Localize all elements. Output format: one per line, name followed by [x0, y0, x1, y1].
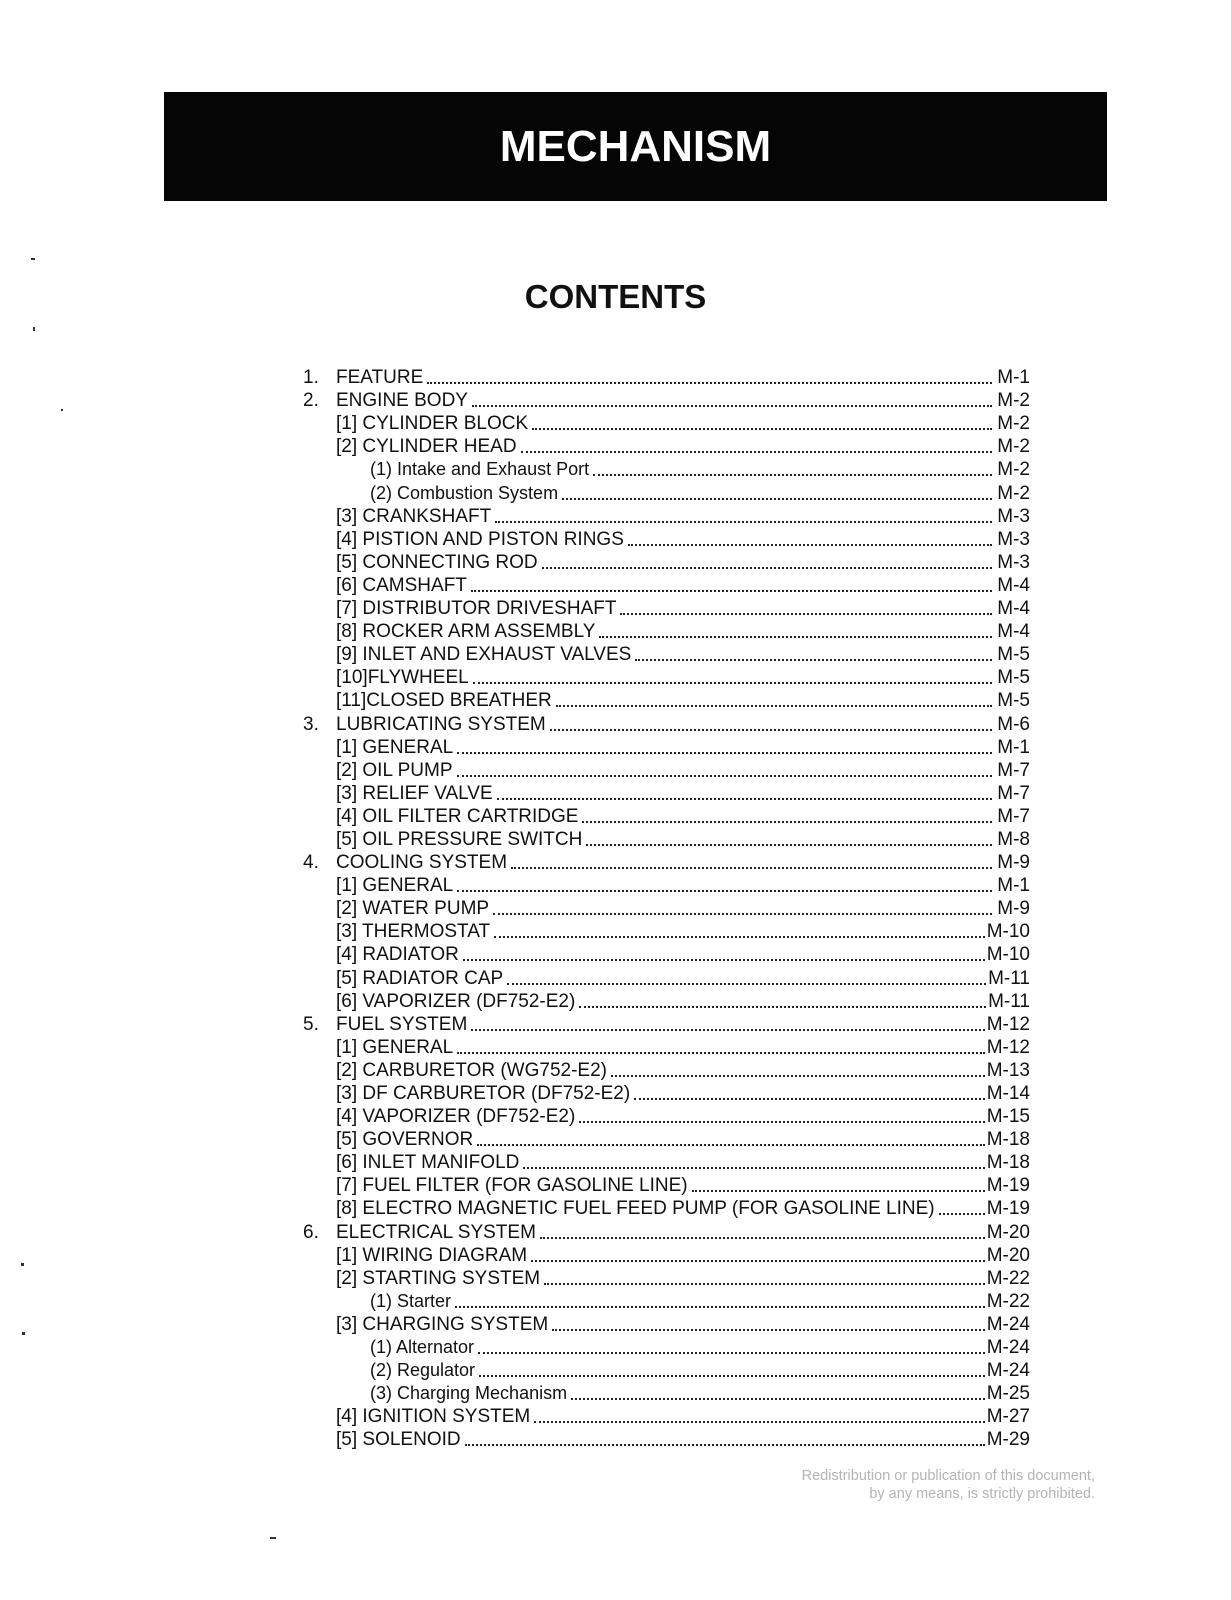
- toc-entry: [303, 458, 1030, 481]
- scan-speck: [61, 409, 63, 411]
- toc-entry: [303, 620, 1030, 643]
- dot-leader: [586, 844, 992, 846]
- toc-entry: [303, 1267, 1030, 1290]
- toc-entry-page: M-9: [997, 852, 1030, 874]
- dot-leader: [497, 798, 992, 800]
- toc-entry: [303, 782, 1030, 805]
- dot-leader: [523, 1167, 984, 1169]
- toc-entry: [303, 1244, 1030, 1267]
- dot-leader: [562, 498, 992, 500]
- toc-entry-page: M-19: [986, 1198, 1030, 1220]
- toc-entry-label: ENGINE BODY: [336, 390, 468, 412]
- toc-entry: [303, 851, 1030, 874]
- toc-entry-page: M-7: [997, 805, 1030, 827]
- toc-entry-page: M-3: [997, 528, 1030, 550]
- toc-entry: [303, 1105, 1030, 1128]
- toc-entry-label: [7] FUEL FILTER (FOR GASOLINE LINE): [336, 1175, 688, 1197]
- toc-entry-label: [1] WIRING DIAGRAM: [336, 1244, 528, 1266]
- toc-entry: [303, 990, 1030, 1013]
- dot-leader: [692, 1190, 985, 1192]
- toc-entry-page: M-3: [997, 551, 1030, 573]
- toc-entry-label: [4] VAPORIZER (DF752-E2): [336, 1106, 576, 1128]
- toc-entry: [303, 666, 1030, 689]
- dot-leader: [478, 1352, 985, 1354]
- dot-leader: [571, 1398, 985, 1400]
- dot-leader: [472, 405, 992, 407]
- dot-leader: [579, 1121, 984, 1123]
- notice-line-2: by any means, is strictly prohibited.: [869, 1486, 1095, 1502]
- toc-entry-page: M-8: [997, 828, 1030, 850]
- toc-entry-number: 4.: [303, 852, 319, 874]
- dot-leader: [599, 636, 992, 638]
- dot-leader: [473, 682, 992, 684]
- toc-entry-page: M-22: [986, 1267, 1030, 1289]
- toc-entry-number: 6.: [303, 1221, 319, 1243]
- toc-entry-page: M-12: [986, 1013, 1030, 1035]
- toc-entry-label: (2) Regulator: [370, 1360, 476, 1381]
- toc-entry: [303, 1174, 1030, 1197]
- toc-entry-number: 2.: [303, 390, 319, 412]
- toc-entry: [303, 1359, 1030, 1382]
- dot-leader: [939, 1213, 985, 1215]
- toc-entry-label: [4] IGNITION SYSTEM: [336, 1406, 531, 1428]
- toc-entry-page: M-2: [997, 436, 1030, 458]
- toc-entry: [303, 1082, 1030, 1105]
- toc-entry: [303, 874, 1030, 897]
- toc-entry: [303, 920, 1030, 943]
- toc-entry-label: [8] ELECTRO MAGNETIC FUEL FEED PUMP (FOR GASOLINE LINE): [336, 1198, 935, 1220]
- toc-entry-page: M-24: [986, 1313, 1030, 1335]
- dot-leader: [628, 544, 992, 546]
- toc-entry-label: [3] THERMOSTAT: [336, 921, 491, 943]
- toc-entry-page: M-5: [997, 667, 1030, 689]
- toc-entry-page: M-2: [997, 459, 1030, 481]
- toc-entry-label: [6] VAPORIZER (DF752-E2): [336, 990, 576, 1012]
- toc-entry-page: M-7: [997, 759, 1030, 781]
- toc-entry-label: [5] OIL PRESSURE SWITCH: [336, 828, 583, 850]
- toc-entry-label: [2] STARTING SYSTEM: [336, 1267, 541, 1289]
- toc-entry-page: M-18: [986, 1152, 1030, 1174]
- toc-entry-page: M-24: [986, 1337, 1030, 1359]
- toc-entry-label: [9] INLET AND EXHAUST VALVES: [336, 644, 632, 666]
- toc-entry-number: 5.: [303, 1013, 319, 1035]
- toc-entry-label: ELECTRICAL SYSTEM: [336, 1221, 536, 1243]
- toc-entry-page: M-1: [997, 736, 1030, 758]
- dot-leader: [611, 1075, 985, 1077]
- toc-entry-page: M-4: [997, 598, 1030, 620]
- dot-leader: [495, 521, 992, 523]
- toc-entry-page: M-12: [986, 1036, 1030, 1058]
- toc-entry: [303, 412, 1030, 435]
- dot-leader: [455, 1306, 985, 1308]
- toc-entry-label: [2] OIL PUMP: [336, 759, 453, 781]
- toc-entry-label: [5] CONNECTING ROD: [336, 551, 538, 573]
- toc-entry: [303, 1405, 1030, 1428]
- toc-entry: [303, 597, 1030, 620]
- toc-entry-page: M-6: [997, 713, 1030, 735]
- toc-entry-page: M-22: [986, 1290, 1030, 1312]
- toc-entry: [303, 1428, 1030, 1451]
- toc-entry-label: [2] CYLINDER HEAD: [336, 436, 517, 458]
- dot-leader: [511, 867, 992, 869]
- toc-entry: [303, 1220, 1030, 1243]
- dot-leader: [507, 983, 986, 985]
- scan-speck: [33, 327, 35, 331]
- toc-entry-page: M-4: [997, 621, 1030, 643]
- dot-leader: [463, 959, 985, 961]
- toc-entry-page: M-3: [997, 505, 1030, 527]
- toc-entry-page: M-2: [997, 413, 1030, 435]
- toc-entry-label: [11]CLOSED BREATHER: [336, 690, 552, 712]
- toc-entry-label: [3] RELIEF VALVE: [336, 782, 493, 804]
- toc-entry-page: M-5: [997, 690, 1030, 712]
- scan-speck: [31, 258, 35, 260]
- toc-entry-page: M-2: [997, 482, 1030, 504]
- toc-entry-label: [6] INLET MANIFOLD: [336, 1152, 520, 1174]
- toc-entry-label: [1] GENERAL: [336, 875, 454, 897]
- dot-leader: [471, 1029, 984, 1031]
- toc-entry-page: M-10: [986, 944, 1030, 966]
- toc-entry-label: [8] ROCKER ARM ASSEMBLY: [336, 621, 596, 643]
- toc-entry: [303, 1059, 1030, 1082]
- dot-leader: [542, 567, 992, 569]
- page-title: MECHANISM: [499, 121, 772, 171]
- dot-leader: [531, 1260, 985, 1262]
- toc-entry: [303, 736, 1030, 759]
- toc-entry-page: M-10: [986, 921, 1030, 943]
- toc-entry-page: M-2: [997, 390, 1030, 412]
- toc-entry: [303, 435, 1030, 458]
- toc-entry-label: COOLING SYSTEM: [336, 852, 508, 874]
- toc-entry-label: (1) Intake and Exhaust Port: [370, 459, 590, 480]
- toc-entry: [303, 1036, 1030, 1059]
- toc-entry: [303, 551, 1030, 574]
- toc-entry-label: FEATURE: [336, 367, 424, 389]
- toc-entry-page: M-20: [986, 1244, 1030, 1266]
- dot-leader: [427, 382, 992, 384]
- toc-entry: [303, 505, 1030, 528]
- toc-entry-label: [5] GOVERNOR: [336, 1129, 474, 1151]
- toc-entry-label: [4] RADIATOR: [336, 944, 459, 966]
- dot-leader: [494, 936, 985, 938]
- toc-entry-page: M-29: [986, 1429, 1030, 1451]
- toc-entry-page: M-4: [997, 574, 1030, 596]
- dot-leader: [477, 1144, 984, 1146]
- toc-entry-page: M-18: [986, 1129, 1030, 1151]
- toc-entry-number: 1.: [303, 367, 319, 389]
- dot-leader: [457, 752, 992, 754]
- dot-leader: [457, 1052, 984, 1054]
- toc-entry: [303, 366, 1030, 389]
- toc-entry-page: M-19: [986, 1175, 1030, 1197]
- toc-entry-label: [5] SOLENOID: [336, 1429, 461, 1451]
- toc-entry: [303, 943, 1030, 966]
- toc-entry: [303, 1336, 1030, 1359]
- dot-leader: [534, 1421, 984, 1423]
- toc-entry-label: (3) Charging Mechanism: [370, 1383, 568, 1404]
- toc-entry: [303, 1128, 1030, 1151]
- toc-entry: [303, 481, 1030, 504]
- toc-entry-number: 3.: [303, 713, 319, 735]
- toc-entry: [303, 574, 1030, 597]
- dot-leader: [471, 590, 992, 592]
- toc-entry: [303, 643, 1030, 666]
- toc-entry-page: M-14: [986, 1083, 1030, 1104]
- toc-entry-label: [2] WATER PUMP: [336, 898, 490, 920]
- toc-entry-page: M-15: [986, 1106, 1030, 1128]
- toc-entry: [303, 759, 1030, 782]
- toc-entry-label: (1) Alternator: [370, 1337, 475, 1358]
- toc-entry-page: M-25: [986, 1383, 1030, 1405]
- toc-entry-label: [10]FLYWHEEL: [336, 667, 469, 689]
- toc-entry-label: [3] CRANKSHAFT: [336, 505, 492, 527]
- toc-entry-page: M-1: [997, 875, 1030, 897]
- dot-leader: [593, 474, 992, 476]
- title-banner: [164, 92, 1107, 201]
- toc-entry-label: (1) Starter: [370, 1290, 452, 1311]
- toc-entry-label: [1] CYLINDER BLOCK: [336, 413, 529, 435]
- dot-leader: [540, 1237, 985, 1239]
- dot-leader: [582, 821, 992, 823]
- toc-entry-label: [6] CAMSHAFT: [336, 574, 467, 596]
- toc-entry: [303, 1013, 1030, 1036]
- toc-entry: [303, 1197, 1030, 1220]
- dot-leader: [532, 428, 992, 430]
- dot-leader: [465, 1444, 985, 1446]
- toc-entry: [303, 828, 1030, 851]
- dot-leader: [521, 451, 992, 453]
- scan-speck: [22, 1332, 25, 1335]
- dot-leader: [544, 1283, 985, 1285]
- dot-leader: [457, 890, 992, 892]
- toc-entry-page: M-20: [986, 1221, 1030, 1243]
- toc-entry: [303, 1313, 1030, 1336]
- toc-entry-label: (2) Combustion System: [370, 482, 559, 503]
- dot-leader: [635, 659, 992, 661]
- toc-entry-label: [3] CHARGING SYSTEM: [336, 1313, 549, 1335]
- dot-leader: [556, 705, 992, 707]
- dot-leader: [634, 1098, 985, 1100]
- dot-leader: [579, 1006, 986, 1008]
- contents-heading: CONTENTS: [524, 278, 707, 315]
- dot-leader: [457, 775, 993, 777]
- table-of-contents: [303, 366, 1030, 1451]
- toc-entry-label: FUEL SYSTEM: [336, 1013, 468, 1035]
- toc-entry-page: M-7: [997, 782, 1030, 804]
- toc-entry-page: M-24: [986, 1360, 1030, 1382]
- dot-leader: [552, 1329, 985, 1331]
- dot-leader: [479, 1375, 985, 1377]
- toc-entry-label: [7] DISTRIBUTOR DRIVESHAFT: [336, 598, 617, 620]
- scan-speck: [270, 1537, 276, 1539]
- toc-entry-label: [1] GENERAL: [336, 736, 454, 758]
- toc-entry: [303, 389, 1030, 412]
- toc-entry-page: M-13: [986, 1059, 1030, 1081]
- dot-leader: [493, 913, 992, 915]
- toc-entry: [303, 1290, 1030, 1313]
- toc-entry-label: [4] PISTION AND PISTON RINGS: [336, 528, 624, 550]
- toc-entry: [303, 712, 1030, 735]
- toc-entry: [303, 897, 1030, 920]
- toc-entry: [303, 689, 1030, 712]
- dot-leader: [550, 729, 992, 731]
- toc-entry-page: M-27: [986, 1406, 1030, 1428]
- toc-entry: [303, 966, 1030, 989]
- toc-entry-label: [2] CARBURETOR (WG752-E2): [336, 1059, 607, 1081]
- dot-leader: [620, 613, 992, 615]
- redistribution-notice: [802, 1467, 1095, 1503]
- toc-entry-page: M-11: [988, 967, 1030, 989]
- toc-entry: [303, 528, 1030, 551]
- toc-entry: [303, 1382, 1030, 1405]
- toc-entry-page: M-5: [997, 644, 1030, 666]
- toc-entry-label: [1] GENERAL: [336, 1036, 454, 1058]
- toc-entry: [303, 1151, 1030, 1174]
- toc-entry-label: LUBRICATING SYSTEM: [336, 713, 546, 735]
- toc-entry: [303, 805, 1030, 828]
- toc-entry-label: [4] OIL FILTER CARTRIDGE: [336, 805, 579, 827]
- notice-line-1: Redistribution or publication of this document,: [801, 1468, 1095, 1484]
- toc-entry-label: [3] DF CARBURETOR (DF752-E2): [336, 1083, 631, 1104]
- toc-entry-page: M-9: [997, 898, 1030, 920]
- toc-entry-page: M-11: [988, 990, 1030, 1012]
- toc-entry-label: [5] RADIATOR CAP: [336, 967, 504, 989]
- scan-speck: [21, 1263, 24, 1266]
- toc-entry-page: M-1: [997, 367, 1030, 389]
